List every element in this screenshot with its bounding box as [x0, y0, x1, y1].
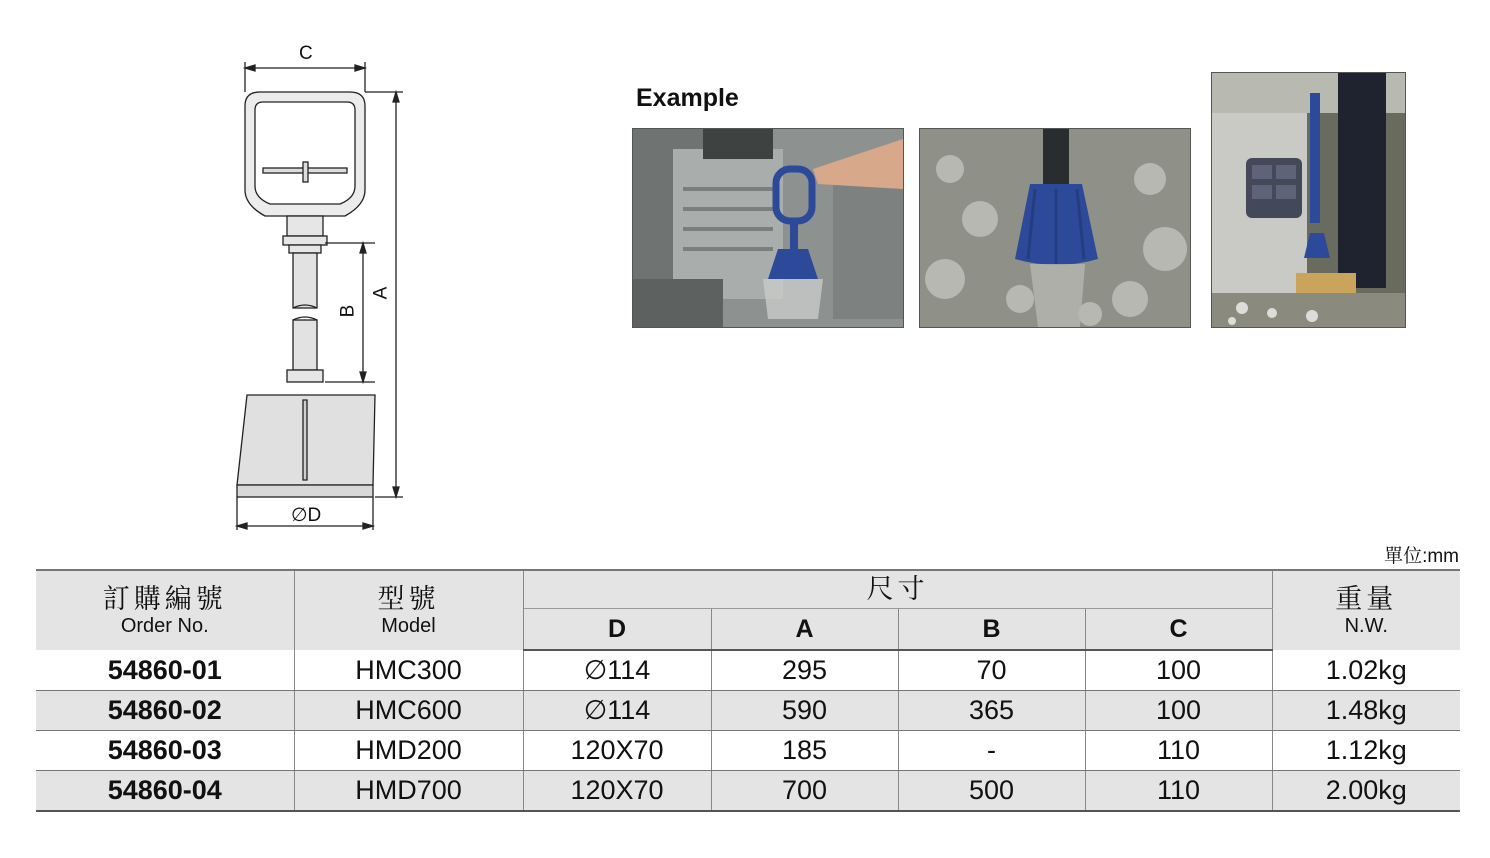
cell-d: 120X70 — [523, 731, 711, 771]
dim-label-d: ∅D — [291, 505, 322, 526]
cell-model: HMC600 — [294, 691, 523, 731]
example-title: Example — [636, 84, 739, 112]
cell-order: 54860-04 — [36, 771, 294, 812]
cell-d: 120X70 — [523, 771, 711, 812]
cell-c: 100 — [1085, 691, 1272, 731]
table-row — [36, 771, 1460, 812]
cell-model: HMD700 — [294, 771, 523, 812]
cell-weight: 1.48kg — [1272, 691, 1460, 731]
cell-weight: 1.12kg — [1272, 731, 1460, 771]
header-dim-d: D — [523, 609, 711, 651]
cell-model: HMC300 — [294, 650, 523, 691]
cell-c: 100 — [1085, 650, 1272, 691]
unit-label: 單位:mm — [1384, 546, 1459, 567]
machine-center-photo — [632, 128, 904, 328]
dim-label-c: C — [299, 43, 313, 64]
cell-a: 700 — [711, 771, 898, 812]
cell-order: 54860-03 — [36, 731, 294, 771]
header-model: 型號 Model — [294, 570, 523, 650]
cell-d: ∅114 — [523, 691, 711, 731]
cell-a: 185 — [711, 731, 898, 771]
technical-drawing — [225, 40, 425, 535]
dim-label-a: A — [370, 286, 392, 300]
cell-a: 590 — [711, 691, 898, 731]
cell-d: ∅114 — [523, 650, 711, 691]
cell-c: 110 — [1085, 771, 1272, 812]
cell-order: 54860-02 — [36, 691, 294, 731]
header-dim-a: A — [711, 609, 898, 651]
cell-weight: 2.00kg — [1272, 771, 1460, 812]
cell-b: 500 — [898, 771, 1085, 812]
table-row — [36, 691, 1460, 731]
table-row — [36, 650, 1460, 691]
header-weight: 重量 N.W. — [1272, 570, 1460, 650]
header-dim-c: C — [1085, 609, 1272, 651]
header-dimensions: 尺寸 — [523, 570, 1272, 609]
header-dim-b: B — [898, 609, 1085, 651]
cell-a: 295 — [711, 650, 898, 691]
cell-b: - — [898, 731, 1085, 771]
cell-b: 70 — [898, 650, 1085, 691]
cell-weight: 1.02kg — [1272, 650, 1460, 691]
cell-b: 365 — [898, 691, 1085, 731]
chips-pickup-photo — [919, 128, 1191, 328]
cell-c: 110 — [1085, 731, 1272, 771]
spec-table — [36, 569, 1460, 812]
cell-order: 54860-01 — [36, 650, 294, 691]
table-row — [36, 731, 1460, 771]
floor-use-photo — [1211, 72, 1406, 328]
header-order-no: 訂購編號 Order No. — [36, 570, 294, 650]
cell-model: HMD200 — [294, 731, 523, 771]
dim-label-b: B — [337, 304, 359, 318]
